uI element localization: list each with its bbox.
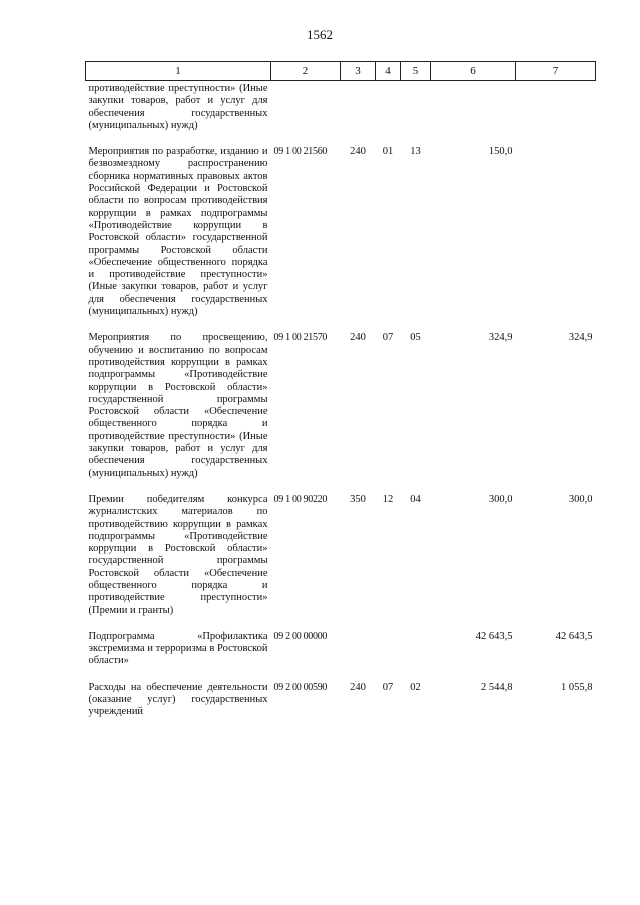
row-sum1: 42 643,5 [475, 630, 513, 642]
row-sum2 [516, 132, 596, 318]
row-name: Мероприятия по разработке, изданию и безвозмездному распространению сборника нормативных правовых актов Российской Федерации и Ростовской области по вопросам противодействия коррупции в рамках подпрограммы «Противодействие коррупции в Ростовской области» государственной программы Ростовской области «Обеспечение общественного порядка и противодействие преступности» (Иные закупки товаров, работ и услуг для обеспечения государственных (муниципальных) нужд) [88, 146, 268, 318]
row-pr [401, 81, 431, 133]
table-row [86, 617, 596, 668]
row-sum1 [431, 81, 516, 133]
row-pr: 13 [410, 146, 421, 158]
row-code: 09 1 00 90220 [273, 493, 328, 505]
row-name: Подпрограмма «Профилактика экстремизма и терроризма в Ростовской области» [88, 630, 268, 667]
row-vr [341, 617, 376, 668]
column-header: 6 [431, 62, 516, 81]
row-pr [401, 617, 431, 668]
row-code: 09 1 00 21560 [273, 146, 328, 158]
column-header: 3 [341, 62, 376, 81]
row-name: Премии победителям конкурса журналистских материалов по противодействию коррупции в рамках подпрограммы «Противодействие коррупции в Ростовской области» государственной программы Ростовской области «Обеспечение общественного порядка и противодействие преступности» (Премии и гранты) [88, 493, 268, 616]
row-rz: 07 [382, 332, 394, 344]
row-name: Расходы на обеспечение деятельности (оказание услуг) государственных учреждений [88, 681, 268, 718]
row-code: 09 2 00 00590 [273, 681, 328, 693]
row-sum1: 300,0 [488, 493, 513, 505]
row-sum1: 324,9 [488, 332, 513, 344]
row-sum2: 1 055,8 [561, 681, 593, 693]
row-code [271, 81, 341, 133]
row-vr: 240 [350, 146, 366, 158]
row-pr: 02 [410, 681, 421, 693]
row-rz [376, 81, 401, 133]
page-number: 1562 [307, 27, 333, 42]
row-pr: 05 [410, 332, 421, 344]
column-header: 5 [401, 62, 431, 81]
row-sum2: 300,0 [568, 493, 593, 505]
row-name: Мероприятия по просвещению, обучению и воспитанию по вопросам противодействия коррупции в рамках подпрограммы «Противодействие коррупции в Ростовской области» государственной программы Ростовской области «Обеспечение общественного порядка и противодействие преступности» (Иные закупки товаров, работ и услуг для обеспечения государственных (муниципальных) нужд) [88, 332, 268, 479]
table-row [86, 81, 596, 133]
row-pr: 04 [410, 493, 421, 505]
table-row [86, 668, 596, 719]
row-rz: 12 [382, 493, 394, 505]
row-code: 09 2 00 00000 [273, 630, 328, 642]
column-header: 7 [516, 62, 596, 81]
row-vr: 350 [350, 493, 366, 505]
row-sum1: 2 544,8 [481, 681, 513, 693]
column-header: 1 [86, 62, 271, 81]
row-rz [376, 617, 401, 668]
row-sum2: 324,9 [568, 332, 593, 344]
table-row [86, 132, 596, 318]
table-row [86, 318, 596, 480]
row-rz: 01 [382, 146, 394, 158]
column-header: 4 [376, 62, 401, 81]
row-vr: 240 [350, 332, 366, 344]
table-header-row [86, 62, 596, 81]
row-rz: 07 [382, 681, 394, 693]
column-header: 2 [271, 62, 341, 81]
row-name: противодействие преступности» (Иные закупки товаров, работ и услуг для обеспечения государственных (муниципальных) нужд) [88, 83, 268, 131]
row-vr [341, 81, 376, 133]
row-vr: 240 [350, 681, 366, 693]
table-row [86, 480, 596, 617]
row-sum1: 150,0 [488, 146, 513, 158]
budget-table [85, 61, 596, 719]
row-code: 09 1 00 21570 [273, 332, 328, 344]
row-sum2 [516, 81, 596, 133]
row-sum2: 42 643,5 [555, 630, 593, 642]
